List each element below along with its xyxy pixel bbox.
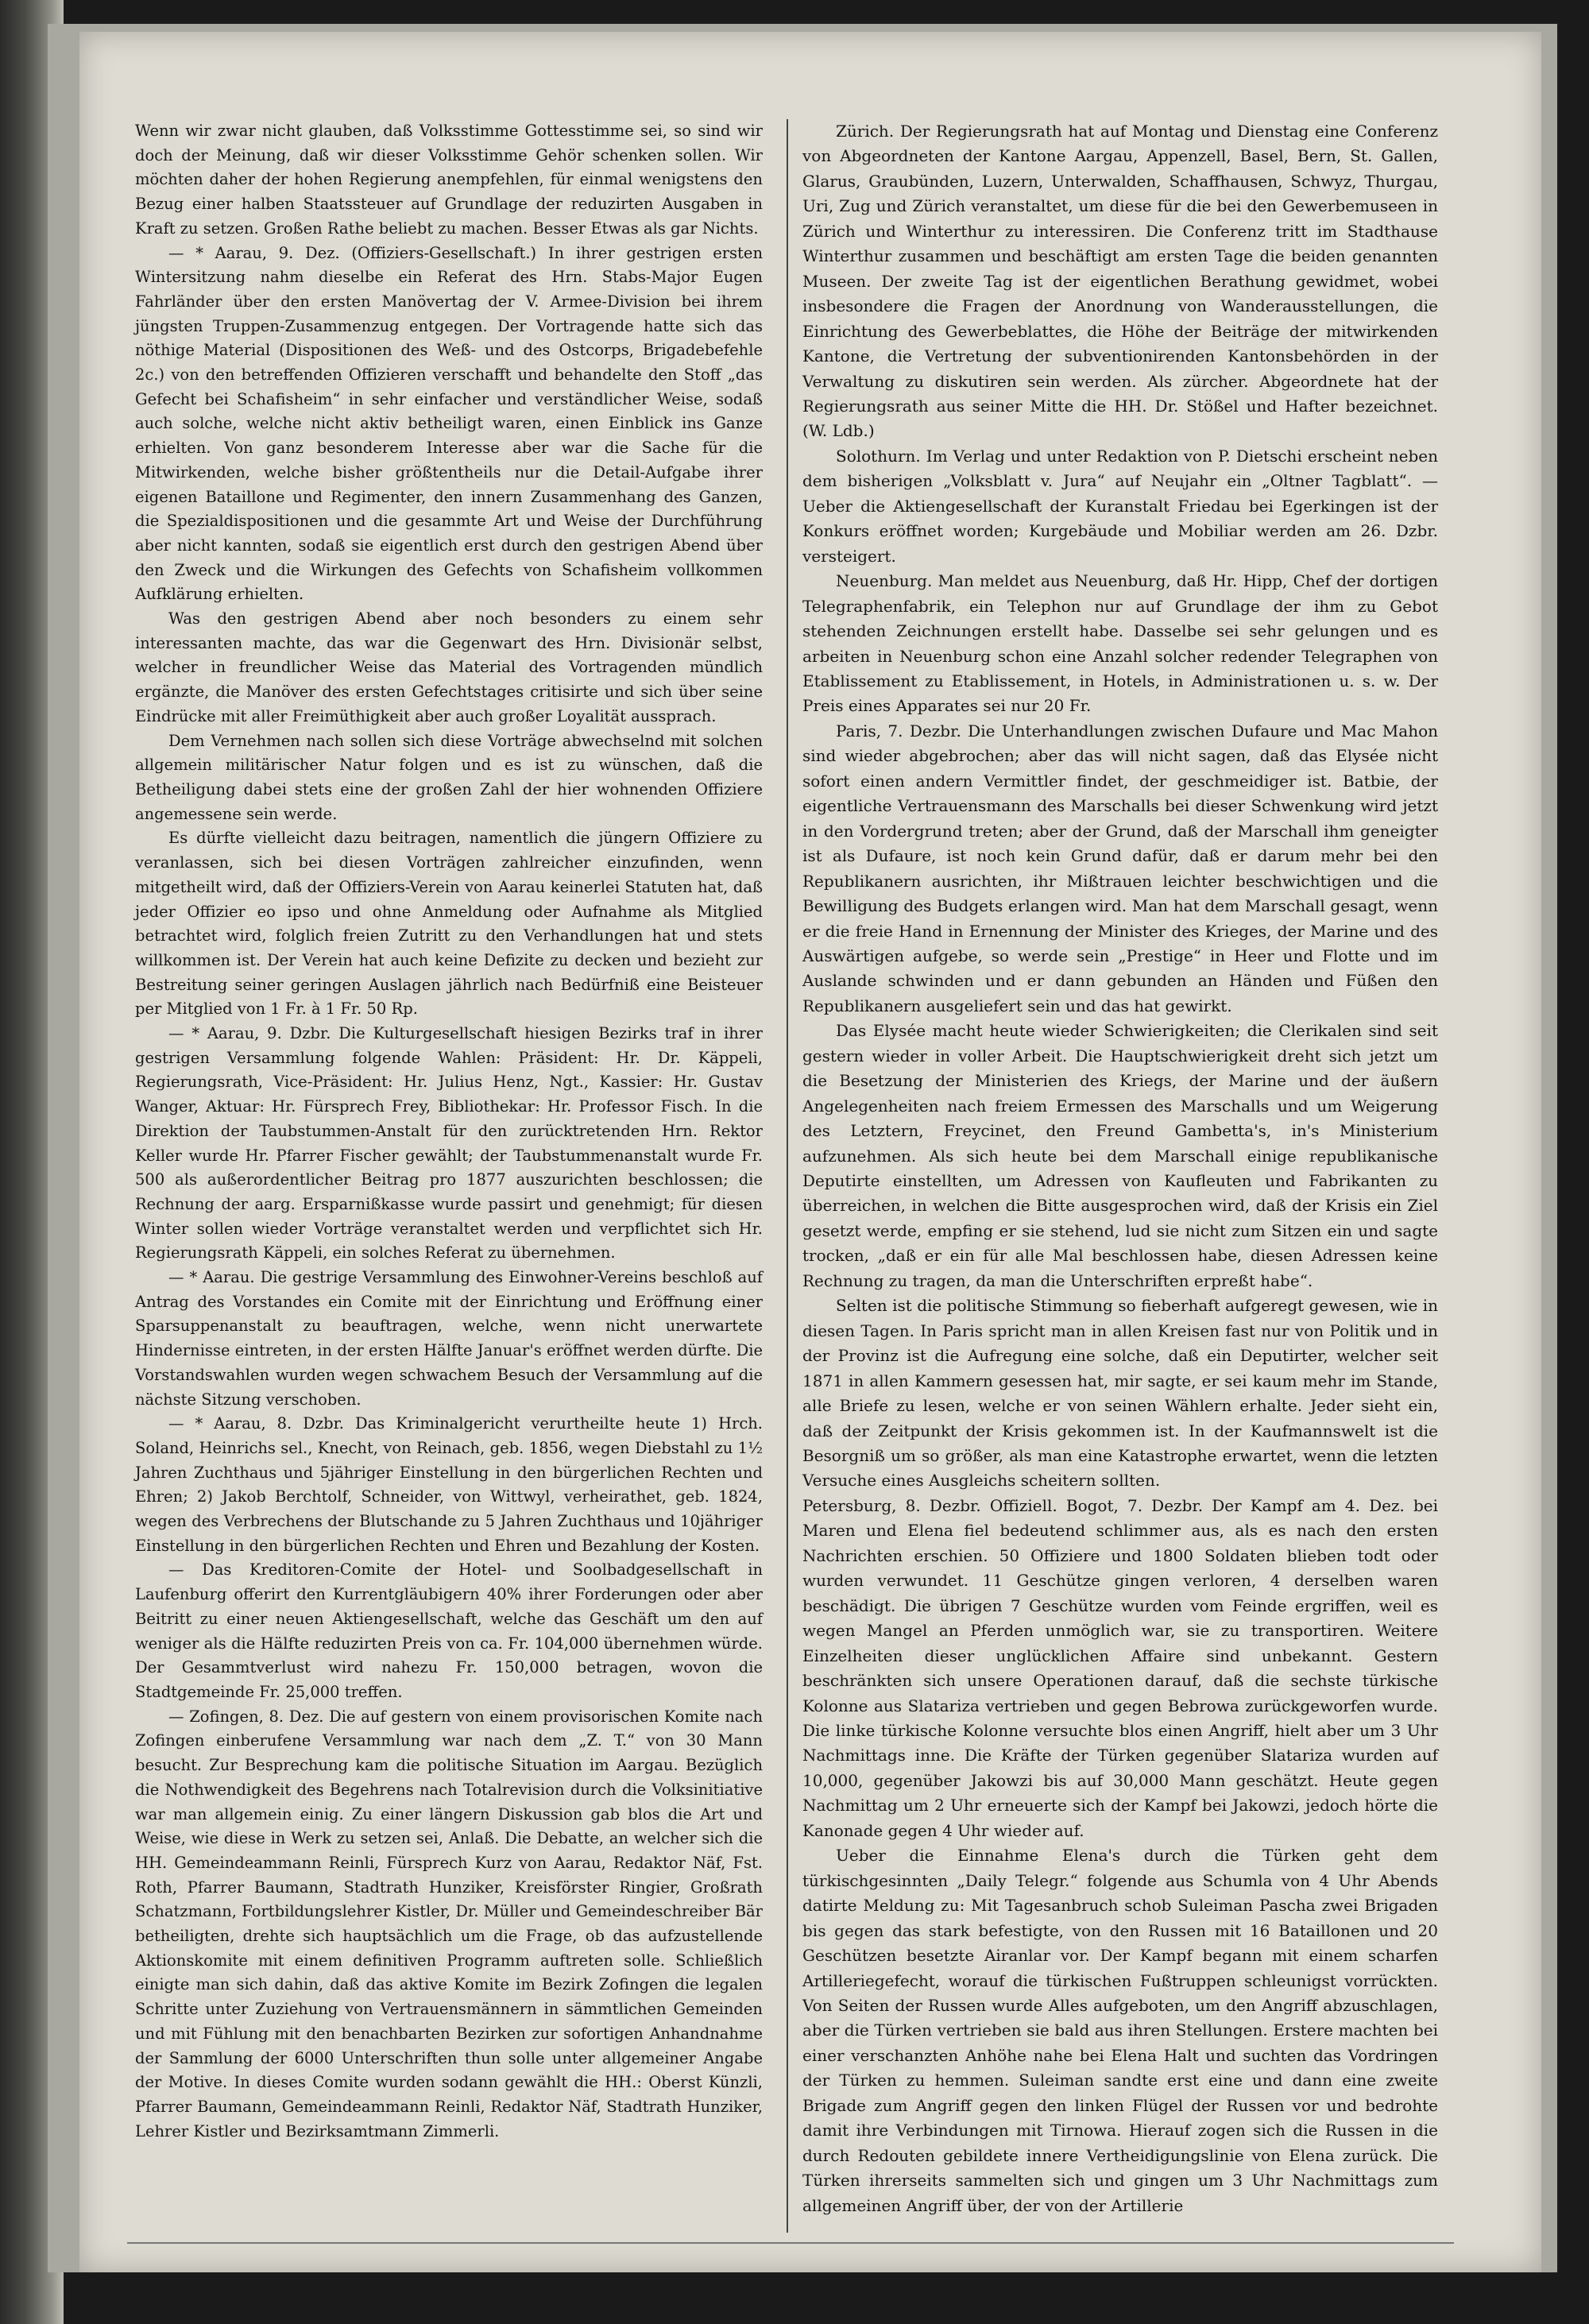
column-divider bbox=[787, 119, 788, 2233]
article-paragraph: — * Aarau, 8. Dzbr. Das Kriminalgericht verurtheilte heute 1) Hrch. Soland, Heinrichs sel., Knecht, von Reinach, geb. 1856, wegen Diebstahl zu 1½ Jahren Zuchthaus und 5jähriger Einstellung in den bürgerlichen Rechten und Ehren; 2) Jakob Berchtolf, Schneider, von Wittwyl, verheirathet, geb. 1824, wegen des Verbrechens der Blutschande zu 5 Jahren Zuchthaus und 10jähriger Einstellung in den bürgerlichen Rechten und Ehren und Bezahlung der Kosten. bbox=[135, 1414, 763, 1555]
article-paragraph: Es dürfte vielleicht dazu beitragen, namentlich die jüngern Offiziere zu veranlassen, sich bei diesen Vorträgen zahlreicher einzufinden, wenn mitgetheilt wird, daß der Offiziers-Verein von Aarau keinerlei Statuten hat, daß jeder Offizier eo ipso und ohne Anmeldung oder Aufnahme als Mitglied betrachtet wird, folglich freien Zutritt zu den Verhandlungen hat und stets willkommen ist. Der Verein hat auch keine Defizite zu decken und bezieht zur Bestreitung seiner geringen Auslagen jährlich nach Bedürfniß eine Beisteuer per Mitglied von 1 Fr. à 1 Fr. 50 Rp. bbox=[135, 829, 763, 1019]
article-paragraph: Was den gestrigen Abend aber noch besonders zu einem sehr interessanten machte, das war die Gegenwart des Hrn. Divisionär selbst, welcher in freundlicher Weise das Material des Vortragenden mündlich ergänzte, die Manöver des ersten Gefechtstages critisirte und sich über seine Eindrücke mit aller Freimüthigkeit aber auch großer Loyalität aussprach. bbox=[135, 609, 763, 725]
article-paragraph: Dem Vernehmen nach sollen sich diese Vorträge abwechselnd mit solchen allgemein militärischer Natur folgen und es ist zu wünschen, daß die Betheiligung dabei stets eine der großen Zahl der hier wohnenden Offiziere angemessene sein werde. bbox=[135, 731, 763, 823]
article-paragraph: Selten ist die politische Stimmung so fieberhaft aufgeregt gewesen, wie in diesen Tagen. In Paris spricht man in allen Kreisen fast nur von Politik und in der Provinz ist die Aufregung eine solche, daß ein Deputirter, welcher seit 1871 in allen Kammern gesessen hat, mir sagte, er sei kaum mehr im Stande, alle Briefe zu lesen, welche er von seinen Wählern erhalte. Jeder sieht ein, daß der Zeitpunkt der Krisis gekommen ist. In der Kaufmannswelt ist die Besorgniß um so größer, als man eine Katastrophe erwartet, wenn die letzten Versuche eines Ausgleichs scheitern sollten. bbox=[802, 1296, 1438, 1491]
article-paragraph: Wenn wir zwar nicht glauben, daß Volksstimme Gottesstimme sei, so sind wir doch der Meinung, daß wir dieser Volksstimme Gehör schenken sollen. Wir möchten daher der hohen Regierung anempfehlen, für einmal wenigstens den Bezug einer halben Staatssteuer auf Grundlage der reduzirten Ausgaben in Kraft zu setzen. Großen Rathe beliebt zu machen. Besser Etwas als gar Nichts. bbox=[135, 122, 763, 238]
article-paragraph: — * Aarau, 9. Dez. (Offiziers-Gesellschaft.) In ihrer gestrigen ersten Wintersitzung nahm dieselbe ein Referat des Hrn. Stabs-Major Eugen Fahrländer über den ersten Manövertag der V. Armee-Division bei ihrem jüngsten Truppen-Zusammenzug entgegen. Der Vortragende hatte sich das nöthige Material (Dispositionen des Weß- und des Ostcorps, Brigadebefehle 2c.) von den betreffenden Offizieren verschafft und behandelte den Stoff „das Gefecht bei Schafisheim“ in sehr einfacher und verständlicher Weise, sodaß auch solche, welche nicht aktiv betheiligt waren, einen Einblick ins Ganze erhielten. Von ganz besonderem Interesse aber war die Sache für die Mitwirkenden, welche bisher größtentheils nur die Detail-Aufgabe ihrer eigenen Bataillone und Regimenter, den innern Zusammenhang des Ganzen, die Spezialdispositionen und die gesammte Art und Weise der Durchführung aber nicht kannten, sodaß sie eigentlich erst durch den gestrigen Abend über den Zweck und die Wirkungen des Gefechts von Schafisheim vollkommen Aufklärung erhielten. bbox=[135, 243, 763, 604]
article-paragraph: — Zofingen, 8. Dez. Die auf gestern von einem provisorischen Komite nach Zofingen einberufene Versammlung war nach dem „Z. T.“ von 30 Mann besucht. Zur Besprechung kam die politische Situation im Aargau. Bezüglich die Nothwendigkeit des Begehrens nach Totalrevision durch die Volksinitiative war man allgemein einig. Zu einer längern Diskussion gab blos die Art und Weise, wie diese in Werk zu setzen sei, Anlaß. Die Debatte, an welcher sich die HH. Gemeindeammann Reinli, Fürsprech Kurz von Aarau, Redaktor Näf, Fst. Roth, Pfarrer Baumann, Stadtrath Hunziker, Kreisförster Ringier, Großrath Schatzmann, Fortbildungslehrer Kistler, Dr. Müller und Gemeindeschreiber Bär betheiligten, drehte sich hauptsächlich um die Frage, ob das aufzustellende Aktionskomite mit einem definitiven Programm auftreten solle. Schließlich einigte man sich dahin, daß das aktive Komite im Bezirk Zofingen die legalen Schritte unter Zuziehung von Vertrauensmännern in sämmtlichen Gemeinden und mit Fühlung mit den benachbarten Bezirken zur sofortigen Anhandnahme der Sammlung der 6000 Unterschriften thun solle unter allgemeiner Angabe der Motive. In dieses Comite wurden sodann gewählt die HH.: Oberst Künzli, Pfarrer Baumann, Gemeindeammann Reinli, Redaktor Näf, Stadtrath Hunziker, Lehrer Kistler und Bezirksamtmann Zimmerli. bbox=[135, 1707, 763, 2140]
article-paragraph: — * Aarau, 9. Dzbr. Die Kulturgesellschaft hiesigen Bezirks traf in ihrer gestrigen Versammlung folgende Wahlen: Präsident: Hr. Dr. Käppeli, Regierungsrath, Vice-Präsident: Hr. Julius Henz, Ngt., Kassier: Hr. Gustav Wanger, Aktuar: Hr. Fürsprech Frey, Bibliothekar: Hr. Professor Fisch. In die Direktion der Taubstummen-Anstalt für den zurücktretenden Hrn. Rektor Keller wurde Hr. Pfarrer Fischer gewählt; der Taubstummenanstalt wurde Fr. 500 als außerordentlicher Beitrag pro 1877 auszurichten beschlossen; die Rechnung der aarg. Ersparnißkasse wurde passirt und genehmigt; für diesen Winter sollen wieder Vorträge veranstaltet werden und verpflichtet sich Hr. Regierungsrath Käppeli, ein solches Referat zu übernehmen. bbox=[135, 1024, 763, 1263]
article-paragraph: — Das Kreditoren-Comite der Hotel- und Soolbadgesellschaft in Laufenburg offerirt den Kurrentgläubigern 40% ihrer Forderungen oder aber Beitritt zu einer neuen Aktiengesellschaft, welche das Geschäft um den auf weniger als die Hälfte reduzirten Preis von ca. Fr. 104,000 übernehmen würde. Der Gesammtverlust wird nahezu Fr. 150,000 betragen, wovon die Stadtgemeinde Fr. 25,000 treffen. bbox=[135, 1560, 763, 1701]
article-paragraph: Paris, 7. Dezbr. Die Unterhandlungen zwischen Dufaure und Mac Mahon sind wieder abgebrochen; aber das will nicht sagen, daß das Elysée nicht sofort einen andern Vermittler findet, der geschmeidiger ist. Batbie, der eigentliche Vertrauensmann des Marschalls bei dieser Schwenkung wird jetzt in den Vordergrund treten; aber der Grund, daß der Marschall ihm geneigter ist als Dufaure, ist noch kein Grund dafür, daß er darum mehr bei den Republikanern ausrichten, ihr Mißtrauen leichter beschwichtigen und die Bewilligung des Budgets erlangen wird. Man hat dem Marschall gesagt, wenn er die freie Hand in Ernennung der Minister des Krieges, der Marine und des Auswärtigen aufgebe, so werde sein „Prestige“ in Heer und Flotte und im Auslande schwinden und er dann gebunden an Händen und Füßen den Republikanern ausgeliefert sein und das hat gewirkt. bbox=[802, 721, 1438, 1015]
article-paragraph: Solothurn. Im Verlag und unter Redaktion von P. Dietschi erscheint neben dem bisherigen „Volksblatt v. Jura“ auf Neujahr ein „Oltner Tagblatt“. — Ueber die Aktiengesellschaft der Kuranstalt Friedau bei Egerkingen ist der Konkurs eröffnet worden; Kurgebäude und Mobiliar werden am 26. Dzbr. versteigert. bbox=[802, 446, 1438, 566]
right-column bbox=[802, 119, 1438, 2218]
bottom-rule bbox=[127, 2242, 1454, 2244]
article-paragraph: Das Elysée macht heute wieder Schwierigkeiten; die Clerikalen sind seit gestern wieder in voller Arbeit. Die Hauptschwierigkeit dreht sich jetzt um die Besetzung der Ministerien des Kriegs, der Marine und der äußern Angelegenheiten nach freiem Ermessen des Marschalls und um Weigerung des Letztern, Freycinet, den Freund Gambetta's, in's Ministerium aufzunehmen. Als sich heute bei dem Marschall einige republikanische Deputirte einstellten, um Adressen von Kaufleuten und Fabrikanten zu überreichen, in welchen die Bitte ausgesprochen wird, daß der Krisis ein Ziel gesetzt werde, empfing er sie stehend, lud sie nicht zum Sitzen ein und sagte trocken, „daß er ein für alle Mal beschlossen habe, diesen Adressen keine Rechnung zu tragen, da man die Unterschriften erpreßt habe“. bbox=[802, 1021, 1438, 1290]
article-paragraph: Zürich. Der Regierungsrath hat auf Montag und Dienstag eine Conferenz von Abgeordneten der Kantone Aargau, Appenzell, Basel, Bern, St. Gallen, Glarus, Graubünden, Luzern, Unterwalden, Schaffhausen, Schwyz, Thurgau, Uri, Zug und Zürich veranstaltet, um diese für die bei den Gewerbemuseen in Zürich und Winterthur zu interessiren. Die Conferenz tritt im Stadthause Winterthur zusammen und beschäftigt am ersten Tage die beiden genannten Museen. Der zweite Tag ist der eigentlichen Berathung gewidmet, wobei insbesondere die Fragen der Anordnung von Wanderausstellungen, die Einrichtung des Gewerbeblattes, die Höhe der Beiträge der mitwirkenden Kantone, die Vertretung der subventionirenden Kantonsbehörden in der Verwaltung zu diskutiren sein werden. Als zürcher. Abgeordnete hat der Regierungsrath aus seiner Mitte die HH. Dr. Stößel und Hafter bezeichnet. (W. Ldb.) bbox=[802, 122, 1438, 441]
article-paragraph: Neuenburg. Man meldet aus Neuenburg, daß Hr. Hipp, Chef der dortigen Telegraphenfabrik, ein Telephon nur auf Grundlage der ihm zu Gebot stehenden Zeichnungen erstellt habe. Dasselbe sei sehr gelungen und es arbeiten in Neuenburg schon eine Anzahl solcher redender Telegraphen von Etablissement zu Etablissement, in Hotels, in Administrationen u. s. w. Der Preis eines Apparates sei nur 20 Fr. bbox=[802, 571, 1438, 716]
article-paragraph: — * Aarau. Die gestrige Versammlung des Einwohner-Vereins beschloß auf Antrag des Vorstandes ein Comite mit der Einrichtung und Eröffnung einer Sparsuppenanstalt zu beauftragen, welche, wenn nicht unerwartete Hindernisse eintreten, in der ersten Hälfte Januar's eröffnet werden dürfte. Die Vorstandswahlen wurden wegen schwachem Besuch der Versammlung auf die nächste Sitzung verschoben. bbox=[135, 1268, 763, 1409]
article-paragraph: Ueber die Einnahme Elena's durch die Türken geht dem türkischgesinnten „Daily Telegr.“ folgende aus Schumla von 4 Uhr Abends datirte Meldung zu: Mit Tagesanbruch schob Suleiman Pascha zwei Brigaden bis gegen das stark befestigte, von den Russen mit 16 Bataillonen und 20 Geschützen besetzte Airanlar vor. Der Kampf begann mit einem scharfen Artilleriegefecht, worauf die türkischen Fußtruppen schleunigst vorrückten. Von Seiten der Russen wurde Alles aufgeboten, um den Angriff abzuschlagen, aber die Türken vertrieben sie bald aus ihren Stellungen. Erstere machten bei einer verschanzten Anhöhe nahe bei Elena Halt und suchten das Vordringen der Türken zu hemmen. Suleiman sandte erst eine und dann eine zweite Brigade zum Angriff gegen den linken Flügel der Russen vor und bedrohte damit ihre Verbindungen mit Tirnowa. Hierauf zogen sich die Russen in die durch Redouten gebildete innere Vertheidigungslinie von Elena zurück. Die Türken ihrerseits sammelten sich und gingen um 3 Uhr Nachmittags zum allgemeinen Angriff über, der von der Artillerie bbox=[802, 1846, 1438, 2215]
article-paragraph: Petersburg, 8. Dezbr. Offiziell. Bogot, 7. Dezbr. Der Kampf am 4. Dez. bei Maren und Elena fiel bedeutend schlimmer aus, als es nach den ersten Nachrichten erschien. 50 Offiziere und 1800 Soldaten blieben todt oder wurden verwundet. 11 Geschütze gingen verloren, 4 derselben waren beschädigt. Die übrigen 7 Geschütze wurden vom Feinde ergriffen, weil es wegen Mangel an Pferden unmöglich war, sie zu transportiren. Weitere Einzelheiten dieser unglücklichen Affaire sind unbekannt. Gestern beschränkten sich unsere Operationen darauf, daß die sechste türkische Kolonne aus Slatariza vertrieben und gegen Bebrowa zurückgeworfen wurde. Die linke türkische Kolonne versuchte blos einen Angriff, hielt aber um 3 Uhr Nachmittags inne. Die Kräfte der Türken gegenüber Slatariza wurden auf 10,000, gegenüber Jakowzi bis auf 30,000 Mann geschätzt. Heute gegen Nachmittag um 2 Uhr erneuerte sich der Kampf bei Jakowzi, jedoch hörte die Kanonade gegen 4 Uhr wieder auf. bbox=[802, 1495, 1438, 1840]
left-column bbox=[135, 119, 763, 2144]
